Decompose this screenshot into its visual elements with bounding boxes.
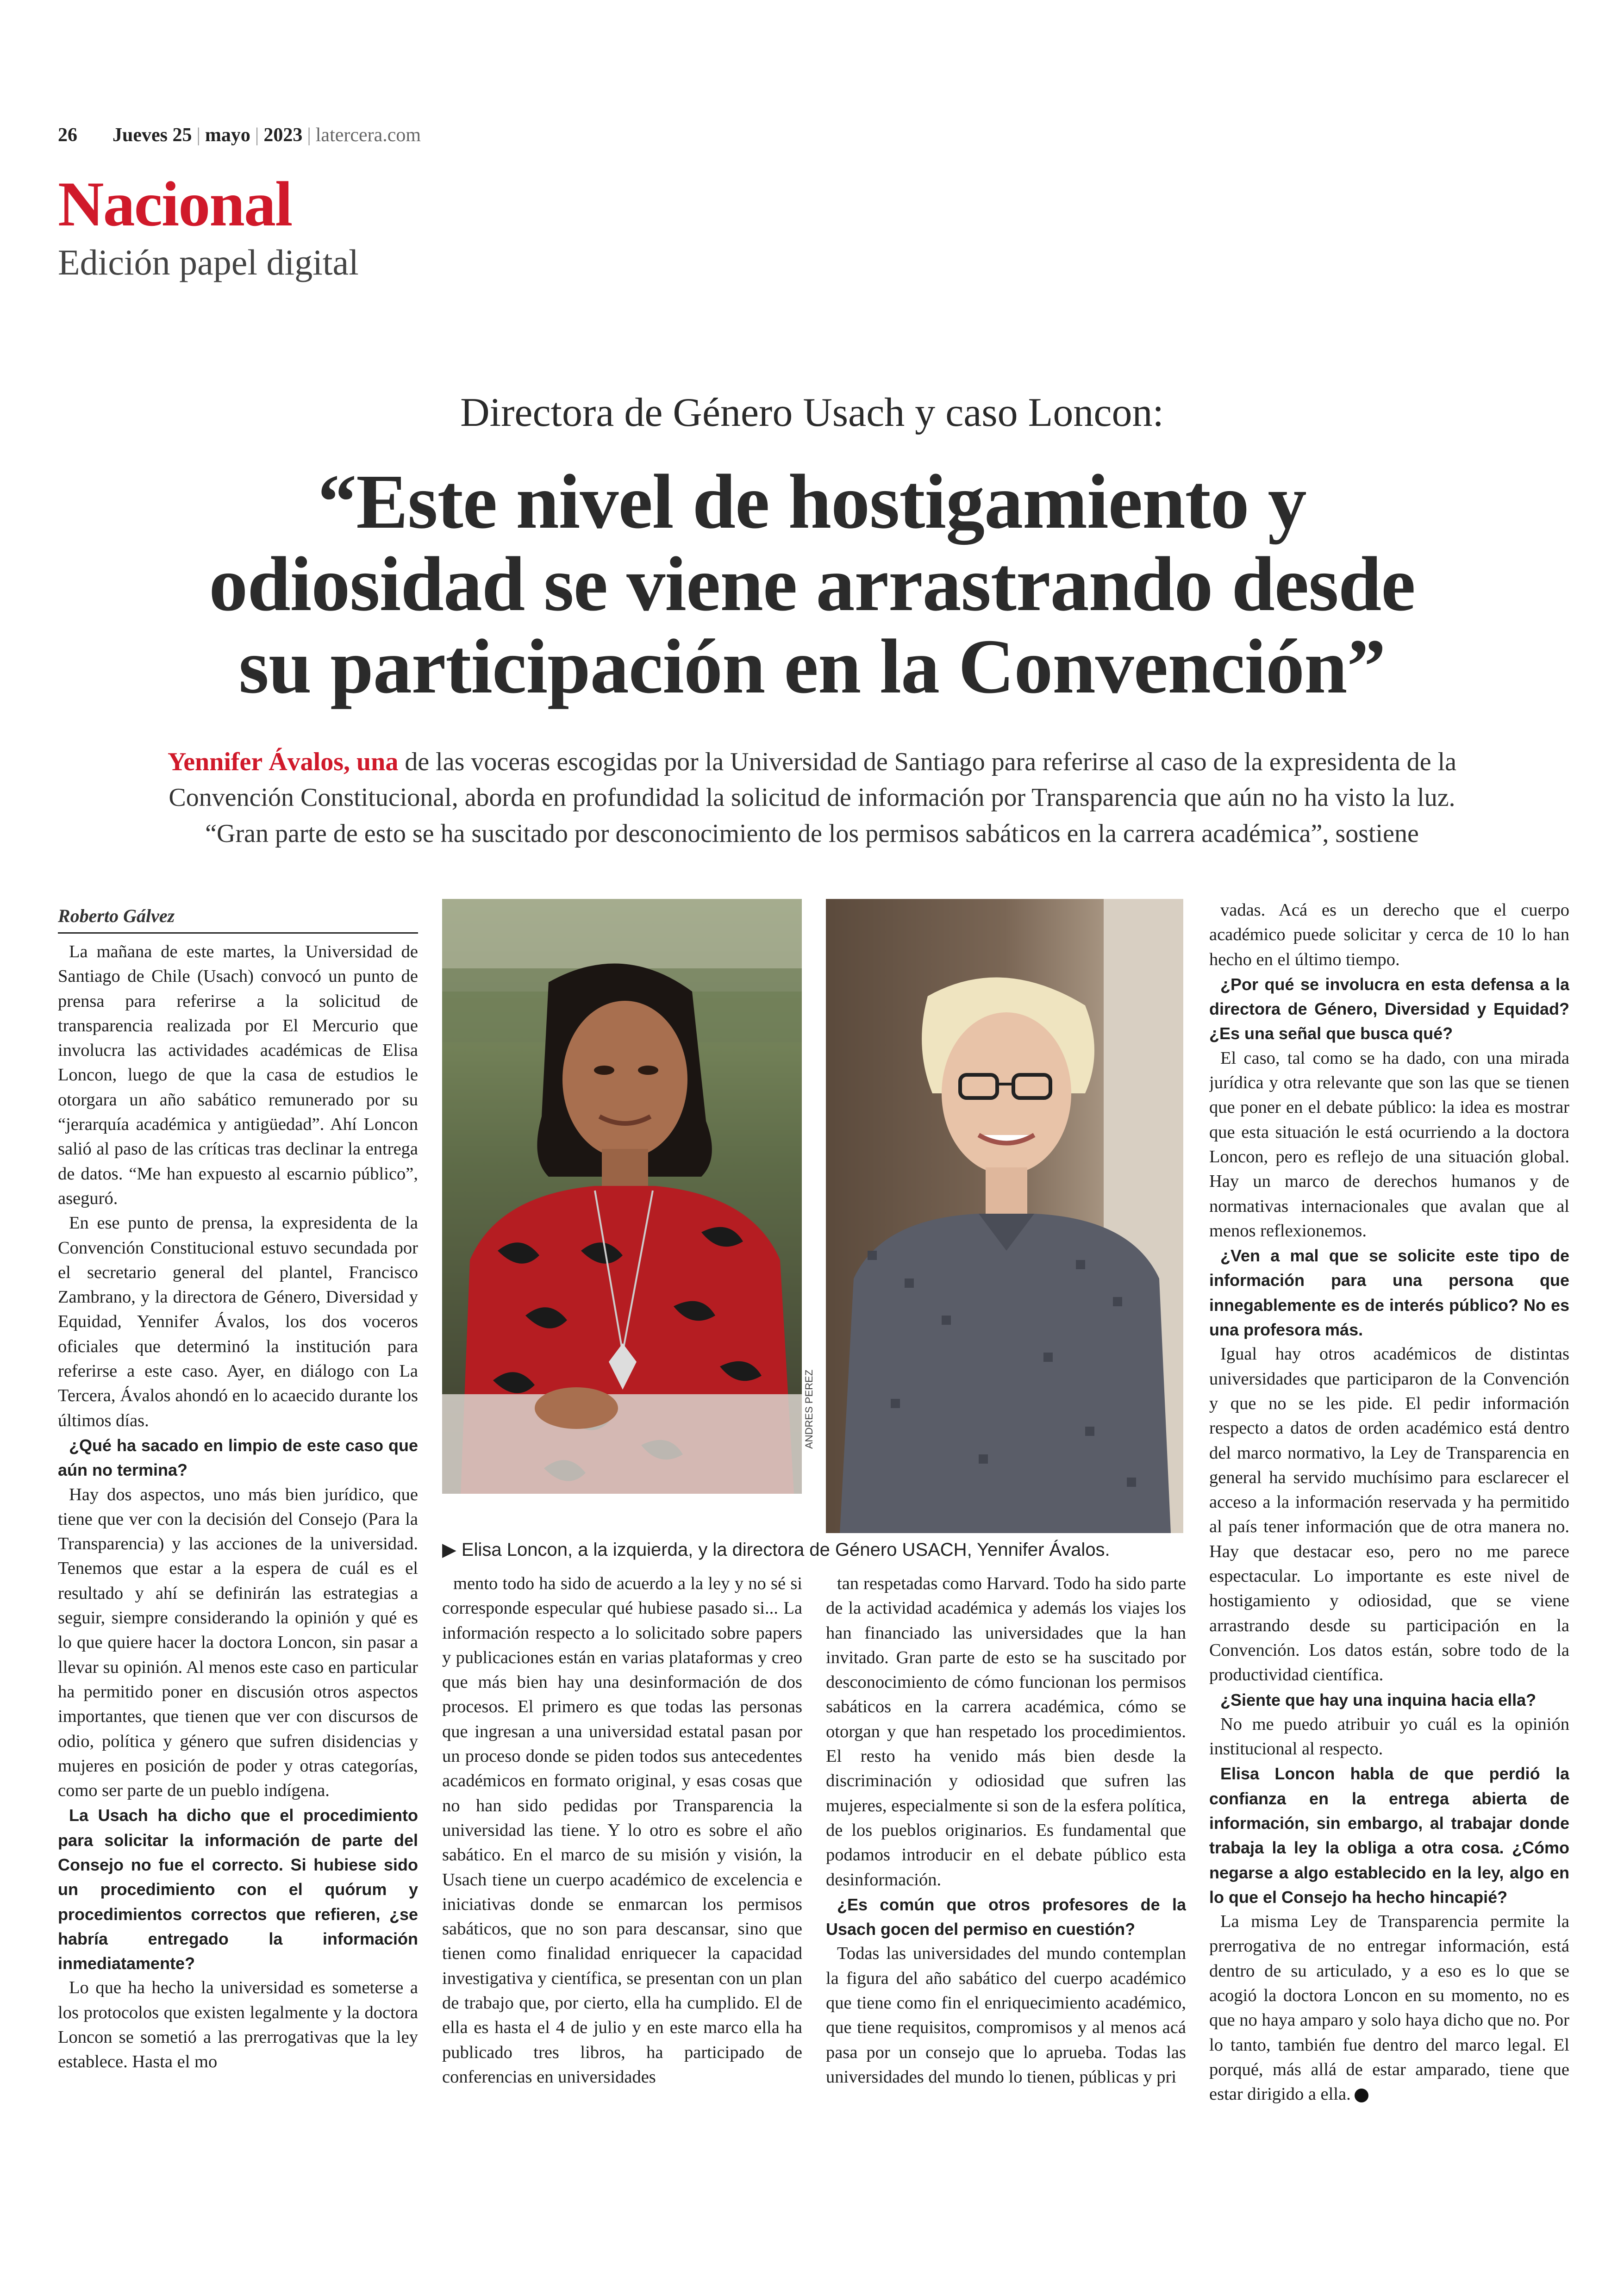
question-paragraph: ¿Es común que otros profesores de la Usach gocen del permiso en cuestión? <box>826 1895 1186 1939</box>
site-link[interactable]: latercera.com <box>315 125 421 146</box>
page-header-line: 26 Jueves 25 | mayo | 2023 | latercera.com <box>58 125 421 146</box>
caption-text: Elisa Loncon, a la izquierda, y la directora de Género USACH, Yennifer Ávalos. <box>461 1540 1110 1560</box>
body-paragraph: mento todo ha sido de acuerdo a la ley y no sé si corresponde especular qué hubiese pasado si... La información respecto a lo solicitado sobre papers y publicaciones están en varias plataformas y creo que más bien hay una desinformación de dos procesos. El primero es que todas las personas que ingresan a una universidad estatal pasan por un proceso donde se piden todos sus antecedentes académicos en formato original, y esas cosas que no han sido pedidas por Transparencia la universidad las tiene. Y lo otro es sobre el año sabático. En el marco de su misión y visión, la Usach tiene un cuerpo académico de excelencia e iniciativas donde se enmarcan los permisos sabáticos, que no son para descansar, sino que tienen como finalidad enriquecer la capacidad investigativa y científica, se presentan con un plan de trabajo que, por cierto, ella ha cumplido. El de ella es hasta el 4 de julio y en este marco ella ha publicado tres libros, ha participado de conferencias en universidades <box>442 1574 802 2087</box>
body-paragraph: Hay dos aspectos, uno más bien jurídico, que tiene que ver con la decisión del Consejo (Para la Transparencia) y las acciones de la universidad. Tenemos que estar a la espera de cuál es el resultado y ahí se definirán las estrategias a seguir, siempre considerando la opinión y qué es lo que quiere hacer la doctora Loncon, sin pasar a llevar su opinión. Al menos este caso en particular ha permitido poner en discusión otros aspectos importantes, que tienen que ver con discursos de odio, política y género que sufren disidencias y mujeres en posición de poder y otras categorías, como ser parte de un pueblo indígena. <box>58 1484 418 1801</box>
headline-line: “Este nivel de hostigamiento y <box>318 459 1306 545</box>
body-column-2 <box>442 1572 802 2173</box>
body-paragraph: La misma Ley de Transparencia permite la prerrogativa de no entregar información, está dentro de su articulado, y a eso es lo que se acogió la doctora Loncon en su momento, no es que no haya amparo y solo haya dicho que no. Por lo tanto, también fue dentro del marco legal. El porqué, más allá de estar amparado, tiene que estar dirigido a ella. <box>1209 1912 1569 2104</box>
byline: Roberto Gálvez <box>58 905 418 934</box>
section-title: Nacional <box>58 168 292 239</box>
page-number: 26 <box>58 125 77 146</box>
body-paragraph: Lo que ha hecho la universidad es someterse a los protocolos que existen legalmente y la doctora Loncon se sometió a las prerrogativas que la ley establece. Hasta el mo <box>58 1978 418 2072</box>
date-weekday: Jueves 25 <box>112 125 192 146</box>
photo-caption <box>442 1539 1183 1560</box>
article-kicker: Directora de Género Usach y caso Loncon: <box>460 390 1164 435</box>
photo-yennifer-avalos <box>826 899 1183 1533</box>
body-paragraph: La mañana de este martes, la Universidad de Santiago de Chile (Usach) convocó un punto de prensa para referirse a la solicitud de transparencia realizada por El Mercurio que involucra las actividades académicas de Elisa Loncon, luego de que la casa de estudios le otorgara un año sabático remunerado por su “jerarquía académica y antigüedad”. Ahí Loncon salió al paso de las críticas tras declinar la entrega de datos. “Me han expuesto al escarnio público”, aseguró. <box>58 942 418 1208</box>
headline-line: odiosidad se viene arrastrando desde <box>209 541 1415 628</box>
body-paragraph: vadas. Acá es un derecho que el cuerpo académico puede solicitar y cerca de 10 lo han hecho en el último tiempo. <box>1209 900 1569 969</box>
photo-elisa-loncon <box>442 899 802 1494</box>
question-paragraph: ¿Ven a mal que se solicite este tipo de información para una persona que innegablemente es de interés público? No es una profesora más. <box>1209 1246 1569 1340</box>
photo-credit: ANDRES PEREZ <box>803 1369 815 1449</box>
body-paragraph: En ese punto de prensa, la expresidenta de la Convención Constitucional estuvo secundada por el secretario general del plantel, Francisco Zambrano, y la directora de Género, Diversidad y Equidad, Yennifer Ávalos, los dos voceros oficiales que determinó la institución para referirse a este caso. Ayer, en diálogo con La Tercera, Ávalos ahondó en lo acaecido durante los últimos días. <box>58 1213 418 1430</box>
question-paragraph: ¿Qué ha sacado en limpio de este caso que aún no termina? <box>58 1435 418 1480</box>
question-paragraph: ¿Siente que hay una inquina hacia ella? <box>1220 1690 1537 1709</box>
question-paragraph: La Usach ha dicho que el procedimiento para solicitar la información de parte del Consejo no fue el correcto. Si hubiese sido un procedimiento con el quórum y procedimientos correctos que refieren, ¿se habría entregado la información inmediatamente? <box>58 1806 418 1973</box>
body-paragraph: tan respetadas como Harvard. Todo ha sido parte de la actividad académica y además los viajes los han financiado las universidades que la han invitado. Gran parte de esto se ha suscitado por desconocimiento de cómo funcionan los permisos sabáticos en la carrera académica, cómo se otorgan y que han respetado los procedimientos. El resto ha venido más bien desde la discriminación y odiosidad que sufren las mujeres, especialmente si son de la esfera política, de los pueblos originarios. Es fundamental que podamos introducir en el debate público esta desinformación. <box>826 1574 1186 1890</box>
dek-line: “Gran parte de esto se ha suscitado por desconocimiento de los permisos sabáticos en la carrera académica”, sostiene <box>205 819 1419 848</box>
headline-line: su participación en la Convención” <box>238 624 1386 710</box>
dek-name: Yennifer Ávalos, una <box>167 748 399 776</box>
body-paragraph: El caso, tal como se ha dado, con una mirada jurídica y otra relevante que son las que se tienen que poner en el debate público: la idea es mostrar que esta situación le está ocurriendo a la doctora Loncon, pero es reflejo de una situación global. Hay un marco de derechos humanos y de normativas internacionales que avalan que al menos reflexionemos. <box>1209 1048 1569 1241</box>
dek-line: Convención Constitucional, aborda en profundidad la solicitud de información por Transparencia que aún no ha visto la luz. <box>169 783 1455 812</box>
date-month: mayo <box>205 125 250 146</box>
body-column-4 <box>1209 898 1569 2176</box>
body-column-3 <box>826 1572 1186 2173</box>
body-paragraph: Igual hay otros académicos de distintas universidades que participaron de la Convención y que no se les pide. El pedir información respecto a datos de orden académico está dentro del marco normativo, la Ley de Transparencia en general ha servido muchísimo para esclarecer el acceso a la información reservada y ha permitido al país tener información que de otra manera no. Hay que destacar eso, pero no me parece espectacular. Lo importante es este nivel de hostigamiento y odiosidad, que se viene arrastrando desde su participación en la Convención. Los datos están, sobre todo de la productividad científica. <box>1209 1344 1569 1685</box>
triangle-right-icon: ▶ <box>442 1540 456 1560</box>
question-paragraph: Elisa Loncon habla de que perdió la confianza en la entrega abierta de información, sin embargo, al trabajar donde trabaja la ley la obliga a otra cosa. ¿Cómo negarse a algo establecido en la ley, algo en lo que el Consejo ha hecho hincapié? <box>1209 1764 1569 1907</box>
article-dek <box>76 744 1548 852</box>
body-column-1 <box>58 940 418 2171</box>
article-headline <box>93 461 1531 708</box>
dek-text: de las voceras escogidas por la Universidad de Santiago para referirse al caso de la expresidenta de la <box>405 748 1457 776</box>
end-dot-icon <box>1355 2089 1368 2102</box>
edition-label: Edición papel digital <box>58 242 359 282</box>
date-year: 2023 <box>263 125 303 146</box>
body-paragraph: Todas las universidades del mundo contemplan la figura del año sabático del cuerpo académico que tiene como fin el enriquecimiento académico, que tiene requisitos, compromisos y al menos acá pasa por un consejo que lo aprueba. Todas las universidades del mundo lo tienen, públicas y pri <box>826 1944 1186 2087</box>
question-paragraph: ¿Por qué se involucra en esta defensa a la directora de Género, Diversidad y Equidad? ¿Es una señal que busca qué? <box>1209 974 1569 1043</box>
body-paragraph: No me puedo atribuir yo cuál es la opinión institucional al respecto. <box>1209 1714 1569 1759</box>
dek-line <box>76 744 1548 780</box>
